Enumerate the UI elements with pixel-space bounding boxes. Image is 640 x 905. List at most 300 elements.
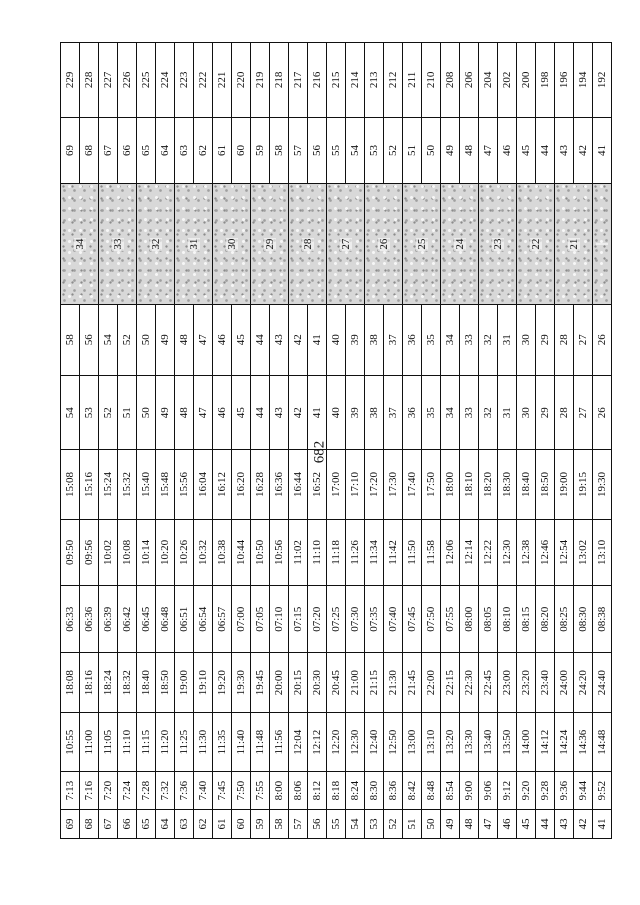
table-cell: 192 xyxy=(593,43,612,118)
table-cell: 10:20 xyxy=(156,519,175,586)
table-cell: 40 xyxy=(327,304,346,375)
table-cell: 12:30 xyxy=(498,519,517,586)
table-cell: 7:36 xyxy=(175,772,194,810)
cell-text: 33 xyxy=(111,238,124,250)
table-cell: 40 xyxy=(327,375,346,450)
timetable xyxy=(60,42,612,839)
table-row xyxy=(270,43,289,839)
table-cell: 226 xyxy=(118,43,137,118)
shaded-merged-cell xyxy=(441,184,479,304)
table-cell: 10:14 xyxy=(137,519,156,586)
table-cell: 06:48 xyxy=(156,586,175,653)
table-cell: 52 xyxy=(99,375,118,450)
table-row xyxy=(517,43,536,839)
table-cell: 07:05 xyxy=(251,586,270,653)
table-cell: 07:40 xyxy=(384,586,403,653)
table-cell: 11:25 xyxy=(175,713,194,772)
table-cell: 16:04 xyxy=(194,450,213,519)
table-row xyxy=(365,43,384,839)
table-row xyxy=(574,43,593,839)
table-row xyxy=(498,43,517,839)
table-cell: 06:54 xyxy=(194,586,213,653)
shaded-merged-cell xyxy=(365,184,403,304)
table-row xyxy=(289,43,308,839)
table-cell: 39 xyxy=(346,375,365,450)
table-cell: 13:10 xyxy=(593,519,612,586)
table-cell: 21:30 xyxy=(384,653,403,713)
table-cell: 18:50 xyxy=(156,653,175,713)
table-cell: 48 xyxy=(460,810,479,839)
table-cell: 63 xyxy=(175,810,194,839)
table-cell: 57 xyxy=(289,810,308,839)
table-cell: 62 xyxy=(194,810,213,839)
cell-text: 24 xyxy=(453,238,466,250)
table-cell: 30 xyxy=(517,375,536,450)
table-row xyxy=(308,43,327,839)
table-cell: 12:50 xyxy=(384,713,403,772)
table-cell: 07:15 xyxy=(289,586,308,653)
cell-text: 22 xyxy=(529,238,542,250)
table-cell: 11:34 xyxy=(365,519,384,586)
rotated-table-wrapper xyxy=(60,42,608,839)
table-cell: 50 xyxy=(422,117,441,184)
table-cell: 224 xyxy=(156,43,175,118)
table-cell: 24:20 xyxy=(574,653,593,713)
table-cell: 52 xyxy=(384,810,403,839)
shaded-merged-cell xyxy=(479,184,517,304)
table-cell: 51 xyxy=(403,810,422,839)
table-cell: 35 xyxy=(422,375,441,450)
table-cell: 29 xyxy=(536,304,555,375)
table-cell: 9:20 xyxy=(517,772,536,810)
table-cell: 45 xyxy=(232,304,251,375)
table-cell: 61 xyxy=(213,810,232,839)
table-cell: 11:05 xyxy=(99,713,118,772)
table-row xyxy=(384,43,403,839)
table-cell: 56 xyxy=(308,117,327,184)
table-cell: 07:25 xyxy=(327,586,346,653)
table-cell: 47 xyxy=(194,304,213,375)
cell-text: 27 xyxy=(339,238,352,250)
table-cell: 08:00 xyxy=(460,586,479,653)
table-cell: 220 xyxy=(232,43,251,118)
table-cell: 43 xyxy=(555,117,574,184)
table-cell: 51 xyxy=(118,375,137,450)
table-cell: 9:44 xyxy=(574,772,593,810)
table-cell: 11:26 xyxy=(346,519,365,586)
table-cell: 18:08 xyxy=(61,653,80,713)
table-cell: 10:55 xyxy=(61,713,80,772)
table-cell: 15:48 xyxy=(156,450,175,519)
table-cell: 45 xyxy=(517,810,536,839)
table-cell: 17:50 xyxy=(422,450,441,519)
table-cell: 18:00 xyxy=(441,450,460,519)
table-cell: 67 xyxy=(99,810,118,839)
table-cell: 18:16 xyxy=(80,653,99,713)
table-cell: 42 xyxy=(574,810,593,839)
table-cell: 11:42 xyxy=(384,519,403,586)
table-cell: 44 xyxy=(536,810,555,839)
table-cell: 44 xyxy=(251,375,270,450)
table-cell: 50 xyxy=(137,375,156,450)
table-cell: 19:15 xyxy=(574,450,593,519)
shaded-merged-cell xyxy=(137,184,175,304)
table-cell: 7:16 xyxy=(80,772,99,810)
table-cell: 8:36 xyxy=(384,772,403,810)
table-cell: 202 xyxy=(498,43,517,118)
table-cell: 18:10 xyxy=(460,450,479,519)
table-cell: 20:30 xyxy=(308,653,327,713)
table-row xyxy=(479,43,498,839)
table-cell: 33 xyxy=(460,304,479,375)
table-cell: 62 xyxy=(194,117,213,184)
table-cell: 12:20 xyxy=(327,713,346,772)
table-cell: 60 xyxy=(232,117,251,184)
cell-text: 34 xyxy=(73,238,86,250)
table-cell: 07:00 xyxy=(232,586,251,653)
table-cell: 59 xyxy=(251,117,270,184)
table-cell: 16:52 xyxy=(308,450,327,519)
table-cell: 12:22 xyxy=(479,519,498,586)
table-cell: 20:00 xyxy=(270,653,289,713)
table-cell: 18:20 xyxy=(479,450,498,519)
table-cell: 11:56 xyxy=(270,713,289,772)
table-row xyxy=(422,43,441,839)
table-cell: 46 xyxy=(498,117,517,184)
table-cell: 07:55 xyxy=(441,586,460,653)
table-cell: 42 xyxy=(574,117,593,184)
table-cell: 229 xyxy=(61,43,80,118)
table-cell: 22:15 xyxy=(441,653,460,713)
table-row xyxy=(175,43,194,839)
table-cell: 68 xyxy=(80,810,99,839)
table-cell: 194 xyxy=(574,43,593,118)
table-cell: 42 xyxy=(289,375,308,450)
table-cell: 07:35 xyxy=(365,586,384,653)
shaded-merged-cell xyxy=(61,184,99,304)
table-cell: 13:00 xyxy=(403,713,422,772)
table-cell: 36 xyxy=(403,304,422,375)
table-cell: 48 xyxy=(460,117,479,184)
table-cell: 07:10 xyxy=(270,586,289,653)
table-cell: 8:12 xyxy=(308,772,327,810)
table-cell: 222 xyxy=(194,43,213,118)
table-cell: 10:56 xyxy=(270,519,289,586)
table-cell: 66 xyxy=(118,117,137,184)
table-cell: 14:36 xyxy=(574,713,593,772)
table-cell: 65 xyxy=(137,810,156,839)
table-cell: 52 xyxy=(384,117,403,184)
table-cell: 59 xyxy=(251,810,270,839)
table-cell: 07:20 xyxy=(308,586,327,653)
table-cell: 13:10 xyxy=(422,713,441,772)
table-cell: 06:45 xyxy=(137,586,156,653)
cell-text: 30 xyxy=(225,238,238,250)
table-row xyxy=(441,43,460,839)
table-cell: 43 xyxy=(555,810,574,839)
table-cell: 9:28 xyxy=(536,772,555,810)
table-row xyxy=(137,43,156,839)
table-row xyxy=(80,43,99,839)
table-cell: 11:10 xyxy=(118,713,137,772)
table-row xyxy=(251,43,270,839)
table-cell: 19:00 xyxy=(555,450,574,519)
table-cell: 223 xyxy=(175,43,194,118)
table-cell: 14:48 xyxy=(593,713,612,772)
table-cell: 69 xyxy=(61,810,80,839)
table-cell: 225 xyxy=(137,43,156,118)
shaded-merged-cell xyxy=(517,184,555,304)
table-cell: 27 xyxy=(574,304,593,375)
table-cell: 15:40 xyxy=(137,450,156,519)
table-cell: 10:44 xyxy=(232,519,251,586)
table-cell: 27 xyxy=(574,375,593,450)
table-cell: 8:00 xyxy=(270,772,289,810)
table-cell: 54 xyxy=(61,375,80,450)
table-cell: 10:38 xyxy=(213,519,232,586)
table-cell: 37 xyxy=(384,375,403,450)
table-cell: 13:20 xyxy=(441,713,460,772)
table-cell: 19:00 xyxy=(175,653,194,713)
shaded-merged-cell xyxy=(99,184,137,304)
table-cell: 68 xyxy=(80,117,99,184)
table-cell: 214 xyxy=(346,43,365,118)
table-cell: 58 xyxy=(270,810,289,839)
table-cell: 11:30 xyxy=(194,713,213,772)
table-cell: 11:40 xyxy=(232,713,251,772)
table-cell: 9:52 xyxy=(593,772,612,810)
table-cell: 11:10 xyxy=(308,519,327,586)
table-cell: 11:58 xyxy=(422,519,441,586)
table-cell: 49 xyxy=(156,375,175,450)
table-cell: 50 xyxy=(137,304,156,375)
table-cell: 12:40 xyxy=(365,713,384,772)
table-cell: 9:00 xyxy=(460,772,479,810)
table-cell: 216 xyxy=(308,43,327,118)
table-cell: 61 xyxy=(213,117,232,184)
table-cell: 7:45 xyxy=(213,772,232,810)
cell-text: 29 xyxy=(263,238,276,250)
table-cell: 7:13 xyxy=(61,772,80,810)
table-cell: 9:36 xyxy=(555,772,574,810)
table-cell: 52 xyxy=(118,304,137,375)
table-cell: 8:54 xyxy=(441,772,460,810)
table-cell: 64 xyxy=(156,810,175,839)
table-cell: 10:50 xyxy=(251,519,270,586)
table-cell: 16:36 xyxy=(270,450,289,519)
table-row xyxy=(194,43,213,839)
table-cell: 31 xyxy=(498,375,517,450)
table-cell: 54 xyxy=(346,810,365,839)
table-cell: 14:12 xyxy=(536,713,555,772)
table-cell: 06:57 xyxy=(213,586,232,653)
table-cell: 08:38 xyxy=(593,586,612,653)
table-cell: 8:30 xyxy=(365,772,384,810)
table-cell: 48 xyxy=(175,375,194,450)
table-cell: 16:20 xyxy=(232,450,251,519)
table-cell: 42 xyxy=(289,304,308,375)
table-cell: 55 xyxy=(327,117,346,184)
table-cell: 08:05 xyxy=(479,586,498,653)
table-cell: 65 xyxy=(137,117,156,184)
table-row xyxy=(232,43,251,839)
table-cell: 24:00 xyxy=(555,653,574,713)
table-cell: 18:40 xyxy=(137,653,156,713)
table-cell: 12:46 xyxy=(536,519,555,586)
table-cell: 10:26 xyxy=(175,519,194,586)
table-cell: 13:50 xyxy=(498,713,517,772)
table-cell: 18:32 xyxy=(118,653,137,713)
table-cell: 7:20 xyxy=(99,772,118,810)
table-cell: 26 xyxy=(593,375,612,450)
cell-text xyxy=(596,243,608,245)
table-cell: 17:00 xyxy=(327,450,346,519)
table-cell: 49 xyxy=(441,810,460,839)
table-cell: 19:10 xyxy=(194,653,213,713)
table-cell: 221 xyxy=(213,43,232,118)
table-cell: 56 xyxy=(308,810,327,839)
shaded-merged-cell xyxy=(403,184,441,304)
table-cell: 07:50 xyxy=(422,586,441,653)
table-cell: 07:30 xyxy=(346,586,365,653)
table-cell: 11:20 xyxy=(156,713,175,772)
table-cell: 38 xyxy=(365,375,384,450)
table-cell: 7:50 xyxy=(232,772,251,810)
table-cell: 45 xyxy=(232,375,251,450)
table-cell: 55 xyxy=(327,810,346,839)
table-cell: 17:40 xyxy=(403,450,422,519)
table-cell: 13:02 xyxy=(574,519,593,586)
cell-text: 21 xyxy=(567,238,580,250)
table-cell: 09:50 xyxy=(61,519,80,586)
shaded-merged-cell xyxy=(593,184,612,304)
table-cell: 200 xyxy=(517,43,536,118)
table-cell: 17:10 xyxy=(346,450,365,519)
table-cell: 46 xyxy=(213,375,232,450)
table-cell: 09:56 xyxy=(80,519,99,586)
table-cell: 66 xyxy=(118,810,137,839)
table-cell: 24:40 xyxy=(593,653,612,713)
table-cell: 51 xyxy=(403,117,422,184)
page-number: 682 xyxy=(311,440,328,464)
table-cell: 10:32 xyxy=(194,519,213,586)
table-cell: 20:15 xyxy=(289,653,308,713)
table-cell: 41 xyxy=(593,810,612,839)
table-cell: 38 xyxy=(365,304,384,375)
table-cell: 12:54 xyxy=(555,519,574,586)
table-cell: 211 xyxy=(403,43,422,118)
table-cell: 7:28 xyxy=(137,772,156,810)
table-cell: 46 xyxy=(213,304,232,375)
cell-text: 32 xyxy=(149,238,162,250)
table-cell: 12:30 xyxy=(346,713,365,772)
table-cell: 21:45 xyxy=(403,653,422,713)
table-cell: 48 xyxy=(175,304,194,375)
table-cell: 204 xyxy=(479,43,498,118)
table-cell: 21:00 xyxy=(346,653,365,713)
cell-text: 26 xyxy=(377,238,390,250)
cell-text: 28 xyxy=(301,238,314,250)
table-cell: 60 xyxy=(232,810,251,839)
table-cell: 15:24 xyxy=(99,450,118,519)
table-cell: 08:15 xyxy=(517,586,536,653)
shaded-merged-cell xyxy=(213,184,251,304)
table-cell: 30 xyxy=(517,304,536,375)
table-cell: 34 xyxy=(441,375,460,450)
table-cell: 10:08 xyxy=(118,519,137,586)
table-cell: 18:40 xyxy=(517,450,536,519)
table-cell: 43 xyxy=(270,375,289,450)
table-cell: 11:15 xyxy=(137,713,156,772)
table-cell: 44 xyxy=(251,304,270,375)
table-cell: 12:04 xyxy=(289,713,308,772)
table-cell: 36 xyxy=(403,375,422,450)
table-cell: 206 xyxy=(460,43,479,118)
table-cell: 22:30 xyxy=(460,653,479,713)
table-cell: 06:33 xyxy=(61,586,80,653)
table-cell: 18:50 xyxy=(536,450,555,519)
table-cell: 7:32 xyxy=(156,772,175,810)
table-cell: 19:45 xyxy=(251,653,270,713)
table-cell: 198 xyxy=(536,43,555,118)
table-cell: 8:42 xyxy=(403,772,422,810)
table-cell: 18:24 xyxy=(99,653,118,713)
table-cell: 11:00 xyxy=(80,713,99,772)
table-cell: 31 xyxy=(498,304,517,375)
table-cell: 06:39 xyxy=(99,586,118,653)
table-cell: 228 xyxy=(80,43,99,118)
table-cell: 28 xyxy=(555,304,574,375)
table-cell: 47 xyxy=(479,117,498,184)
table-cell: 19:30 xyxy=(232,653,251,713)
table-cell: 12:12 xyxy=(308,713,327,772)
table-row xyxy=(156,43,175,839)
table-cell: 19:30 xyxy=(593,450,612,519)
table-cell: 11:02 xyxy=(289,519,308,586)
table-cell: 22:45 xyxy=(479,653,498,713)
cell-text: 23 xyxy=(491,238,504,250)
table-cell: 06:42 xyxy=(118,586,137,653)
table-cell: 29 xyxy=(536,375,555,450)
table-cell: 9:06 xyxy=(479,772,498,810)
table-cell: 33 xyxy=(460,375,479,450)
table-cell: 47 xyxy=(194,375,213,450)
table-cell: 53 xyxy=(365,810,384,839)
shaded-merged-cell xyxy=(327,184,365,304)
shaded-merged-cell xyxy=(555,184,593,304)
table-cell: 45 xyxy=(517,117,536,184)
table-cell: 41 xyxy=(593,117,612,184)
table-cell: 7:40 xyxy=(194,772,213,810)
table-row xyxy=(327,43,346,839)
table-row xyxy=(118,43,137,839)
table-cell: 41 xyxy=(308,304,327,375)
table-cell: 58 xyxy=(270,117,289,184)
table-cell: 7:55 xyxy=(251,772,270,810)
table-cell: 15:08 xyxy=(61,450,80,519)
table-cell: 12:14 xyxy=(460,519,479,586)
table-cell: 8:06 xyxy=(289,772,308,810)
table-cell: 44 xyxy=(536,117,555,184)
table-cell: 49 xyxy=(441,117,460,184)
table-row xyxy=(403,43,422,839)
table-cell: 06:36 xyxy=(80,586,99,653)
table-cell: 47 xyxy=(479,810,498,839)
cell-text: 31 xyxy=(187,238,200,250)
table-cell: 19:20 xyxy=(213,653,232,713)
table-cell: 16:12 xyxy=(213,450,232,519)
table-cell: 16:44 xyxy=(289,450,308,519)
